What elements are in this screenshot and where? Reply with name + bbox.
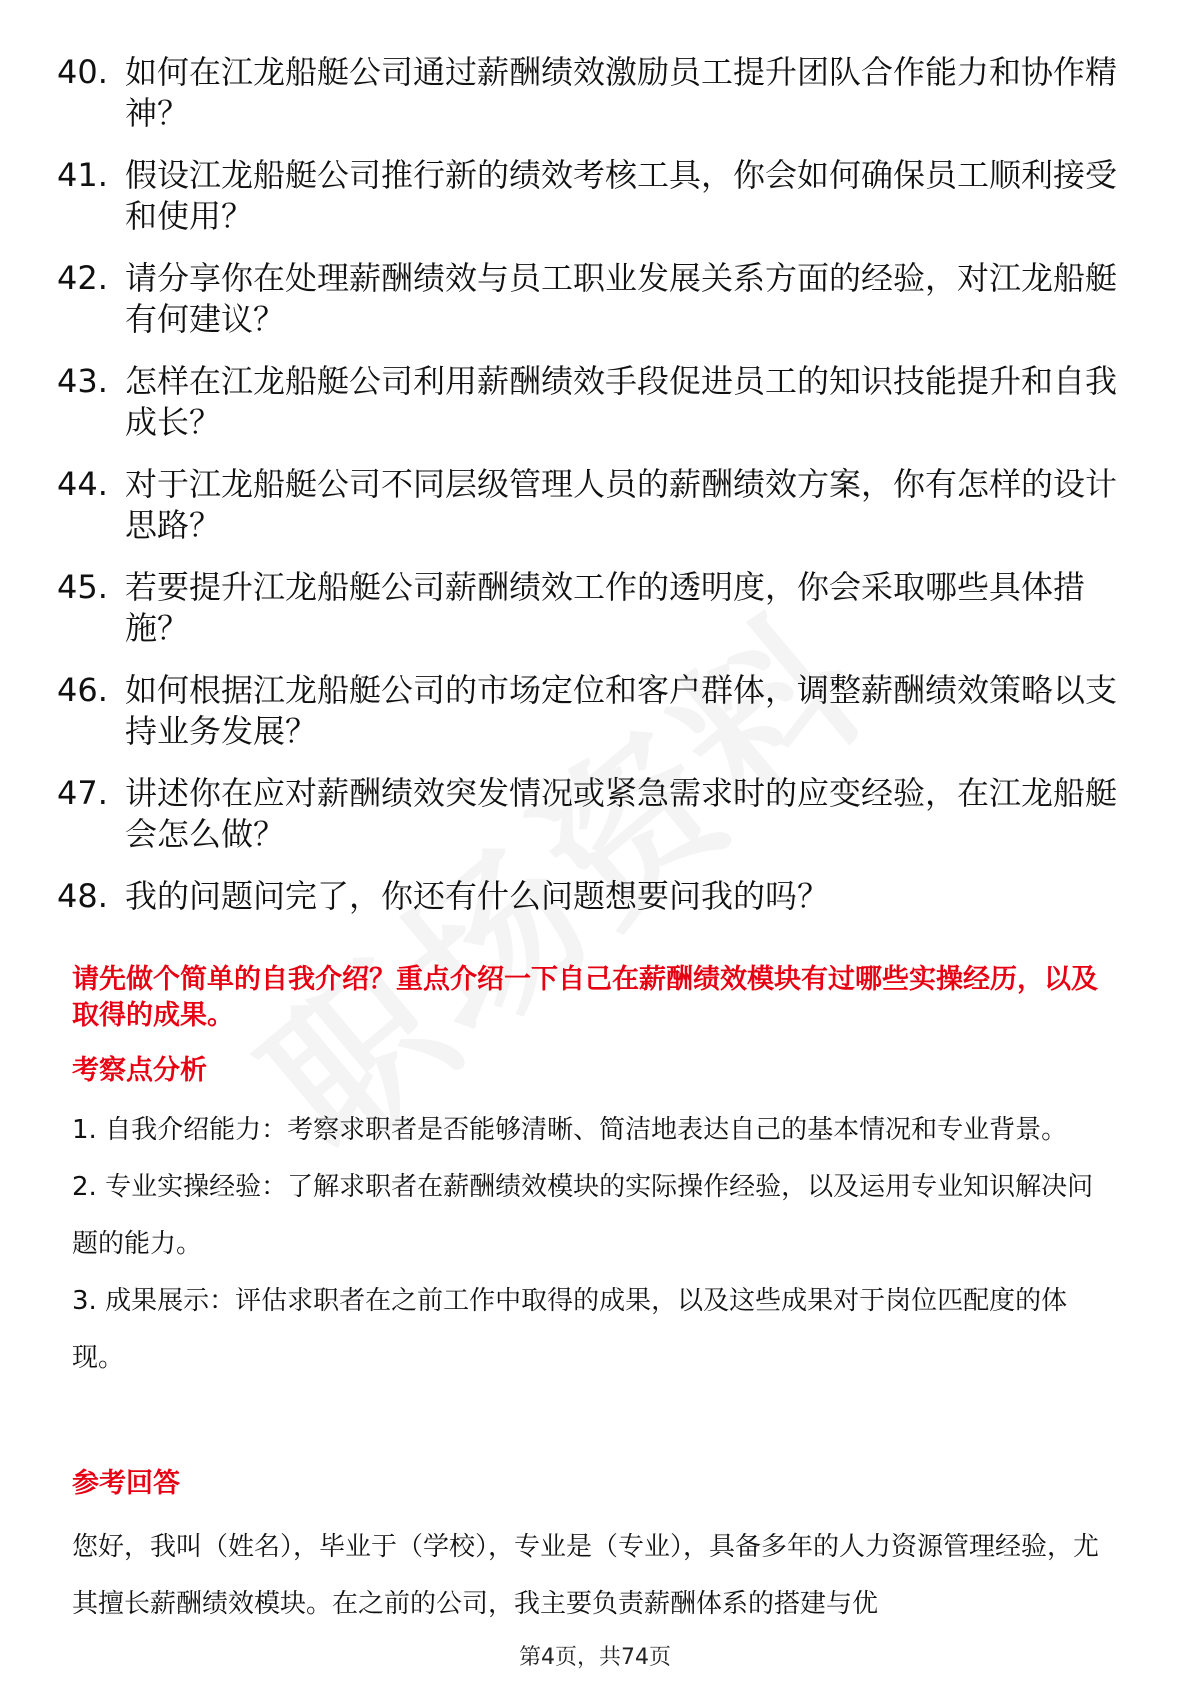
question-text: 如何根据江龙船艇公司的市场定位和客户群体，调整薪酬绩效策略以支持业务发展？	[125, 671, 1118, 750]
question-item	[57, 155, 1117, 237]
question-item	[57, 670, 1117, 752]
highlighted-question: 请先做个简单的自我介绍？重点介绍一下自己在薪酬绩效模块有过哪些实操经历，以及取得的成果。	[72, 964, 1098, 1031]
question-text: 若要提升江龙船艇公司薪酬绩效工作的透明度，你会采取哪些具体措施？	[125, 568, 1086, 647]
question-text: 如何在江龙船艇公司通过薪酬绩效激励员工提升团队合作能力和协作精神？	[125, 53, 1118, 132]
analysis-heading: 考察点分析	[72, 1055, 207, 1086]
page-number: 第4页，共74页	[519, 1645, 671, 1670]
question-item	[57, 464, 1117, 546]
question-text: 讲述你在应对薪酬绩效突发情况或紧急需求时的应变经验，在江龙船艇会怎么做？	[125, 774, 1118, 853]
question-text: 怎样在江龙船艇公司利用薪酬绩效手段促进员工的知识技能提升和自我成长？	[125, 362, 1118, 441]
question-item	[57, 773, 1117, 855]
question-number: 45.	[57, 568, 108, 606]
answer-heading: 参考回答	[72, 1468, 180, 1499]
analysis-item: 3. 成果展示：评估求职者在之前工作中取得的成果，以及这些成果对于岗位匹配度的体现。	[72, 1286, 1068, 1373]
question-number: 40.	[57, 53, 108, 91]
analysis-item: 1. 自我介绍能力：考察求职者是否能够清晰、简洁地表达自己的基本情况和专业背景。	[72, 1115, 1068, 1145]
question-text: 对于江龙船艇公司不同层级管理人员的薪酬绩效方案，你有怎样的设计思路？	[125, 465, 1118, 544]
question-text: 请分享你在处理薪酬绩效与员工职业发展关系方面的经验，对江龙船艇有何建议？	[125, 259, 1118, 338]
question-item	[57, 52, 1117, 134]
analysis-item: 2. 专业实操经验：了解求职者在薪酬绩效模块的实际操作经验，以及运用专业知识解决问题的能力。	[72, 1172, 1094, 1259]
question-number: 41.	[57, 156, 108, 194]
question-item	[57, 876, 1117, 917]
question-number: 47.	[57, 774, 108, 812]
question-text: 我的问题问完了，你还有什么问题想要问我的吗？	[125, 877, 830, 915]
analysis-list	[72, 1102, 1117, 1387]
question-number: 48.	[57, 877, 108, 915]
question-number: 44.	[57, 465, 108, 503]
question-number: 43.	[57, 362, 108, 400]
question-list	[57, 52, 1117, 938]
question-item	[57, 258, 1117, 340]
answer-text: 您好，我叫（姓名），毕业于（学校），专业是（专业），具备多年的人力资源管理经验，尤其擅长薪酬绩效模块。在之前的公司，我主要负责薪酬体系的搭建与优	[72, 1532, 1100, 1619]
question-number: 42.	[57, 259, 108, 297]
question-item	[57, 567, 1117, 649]
question-text: 假设江龙船艇公司推行新的绩效考核工具，你会如何确保员工顺利接受和使用？	[125, 156, 1118, 235]
question-number: 46.	[57, 671, 108, 709]
question-item	[57, 361, 1117, 443]
